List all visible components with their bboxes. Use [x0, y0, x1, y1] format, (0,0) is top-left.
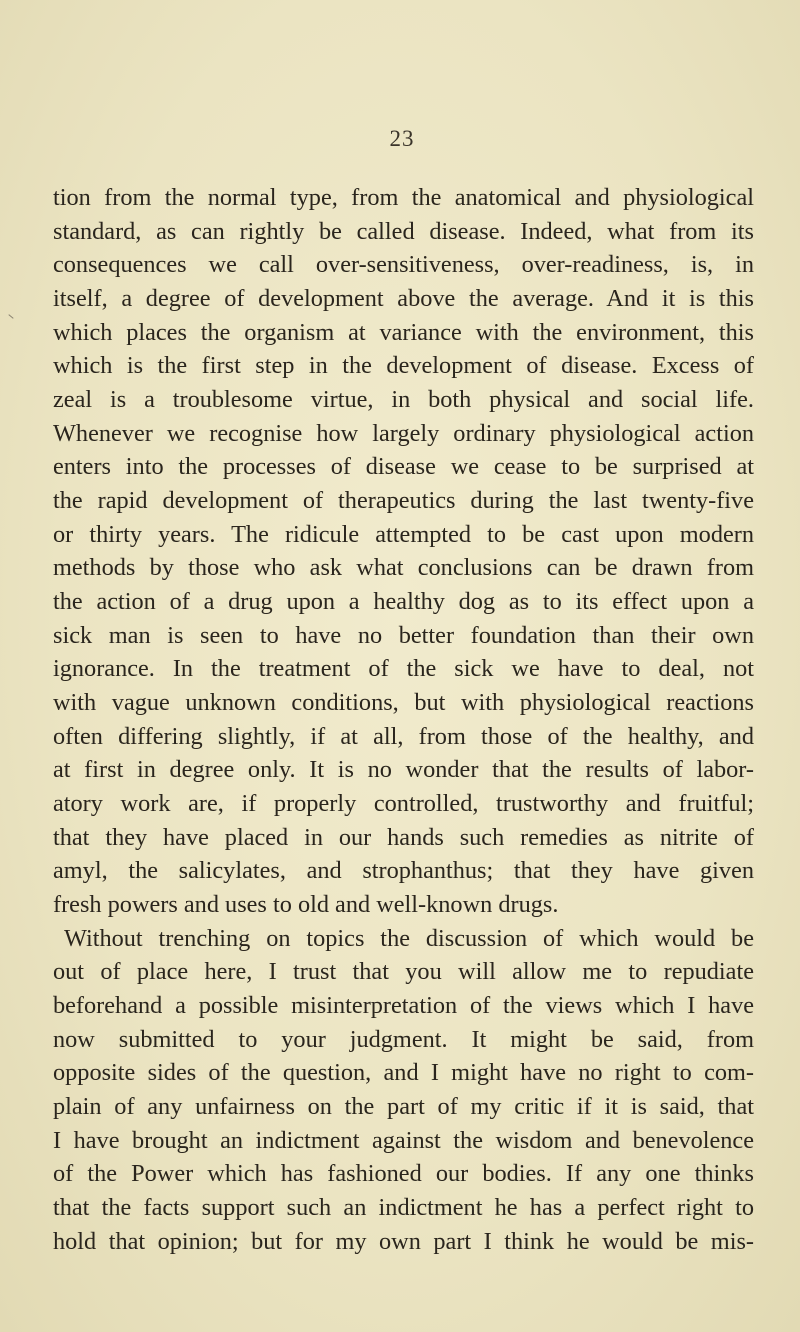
margin-mark	[8, 314, 13, 319]
text-line: atory work are, if properly controlled, trustworthy and fruitful;	[53, 790, 754, 818]
text-line: now submitted to your judgment. It might be said, from	[53, 1025, 754, 1053]
text-line: the action of a drug upon a healthy dog as to its effect upon a	[53, 588, 754, 616]
text-line: out of place here, I trust that you will allow me to repudiate	[53, 958, 754, 986]
text-line: standard, as can rightly be called disease. Indeed, what from its	[53, 217, 754, 245]
text-line: at first in degree only. It is no wonder that the results of labor-	[53, 756, 754, 784]
text-line: itself, a degree of development above the average. And it is this	[53, 285, 754, 313]
text-line: plain of any unfairness on the part of my critic if it is said, that	[53, 1093, 754, 1121]
text-line: with vague unknown conditions, but with physiological reactions	[53, 689, 754, 717]
text-line: which places the organism at variance with the environment, this	[53, 318, 754, 346]
text-line: that the facts support such an indictment he has a perfect right to	[53, 1194, 754, 1222]
text-line: zeal is a troublesome virtue, in both physical and social life.	[53, 386, 754, 414]
text-line: Without trenching on topics the discussion of which would be	[64, 924, 754, 952]
text-line: ignorance. In the treatment of the sick we have to deal, not	[53, 655, 754, 683]
body-text	[53, 181, 754, 1259]
text-line: tion from the normal type, from the anatomical and physiological	[53, 184, 754, 211]
text-line: hold that opinion; but for my own part I think he would be mis-	[53, 1227, 754, 1255]
text-line: which is the first step in the development of disease. Excess of	[53, 352, 754, 380]
text-line: consequences we call over-sensitiveness, over-readiness, is, in	[53, 251, 754, 279]
text-line: of the Power which has fashioned our bodies. If any one thinks	[53, 1160, 754, 1188]
text-line: amyl, the salicylates, and strophanthus; that they have given	[53, 857, 754, 885]
text-line: I have brought an indictment against the wisdom and benevolence	[53, 1126, 754, 1154]
text-line: often differing slightly, if at all, from those of the healthy, and	[53, 722, 754, 750]
text-line: opposite sides of the question, and I might have no right to com-	[53, 1059, 754, 1087]
text-line: fresh powers and uses to old and well-known drugs.	[53, 891, 559, 919]
text-line: methods by those who ask what conclusions can be drawn from	[53, 554, 754, 582]
text-line: sick man is seen to have no better foundation than their own	[53, 621, 754, 649]
page-number: 23	[389, 126, 415, 151]
text-line: enters into the processes of disease we cease to be surprised at	[53, 453, 754, 481]
text-line: that they have placed in our hands such remedies as nitrite of	[53, 823, 754, 851]
text-line: beforehand a possible misinterpretation of the views which I have	[53, 992, 754, 1020]
text-line: Whenever we recognise how largely ordinary physiological action	[53, 419, 754, 447]
text-line: the rapid development of therapeutics during the last twenty-five	[53, 487, 754, 515]
text-line: or thirty years. The ridicule attempted to be cast upon modern	[53, 520, 754, 548]
